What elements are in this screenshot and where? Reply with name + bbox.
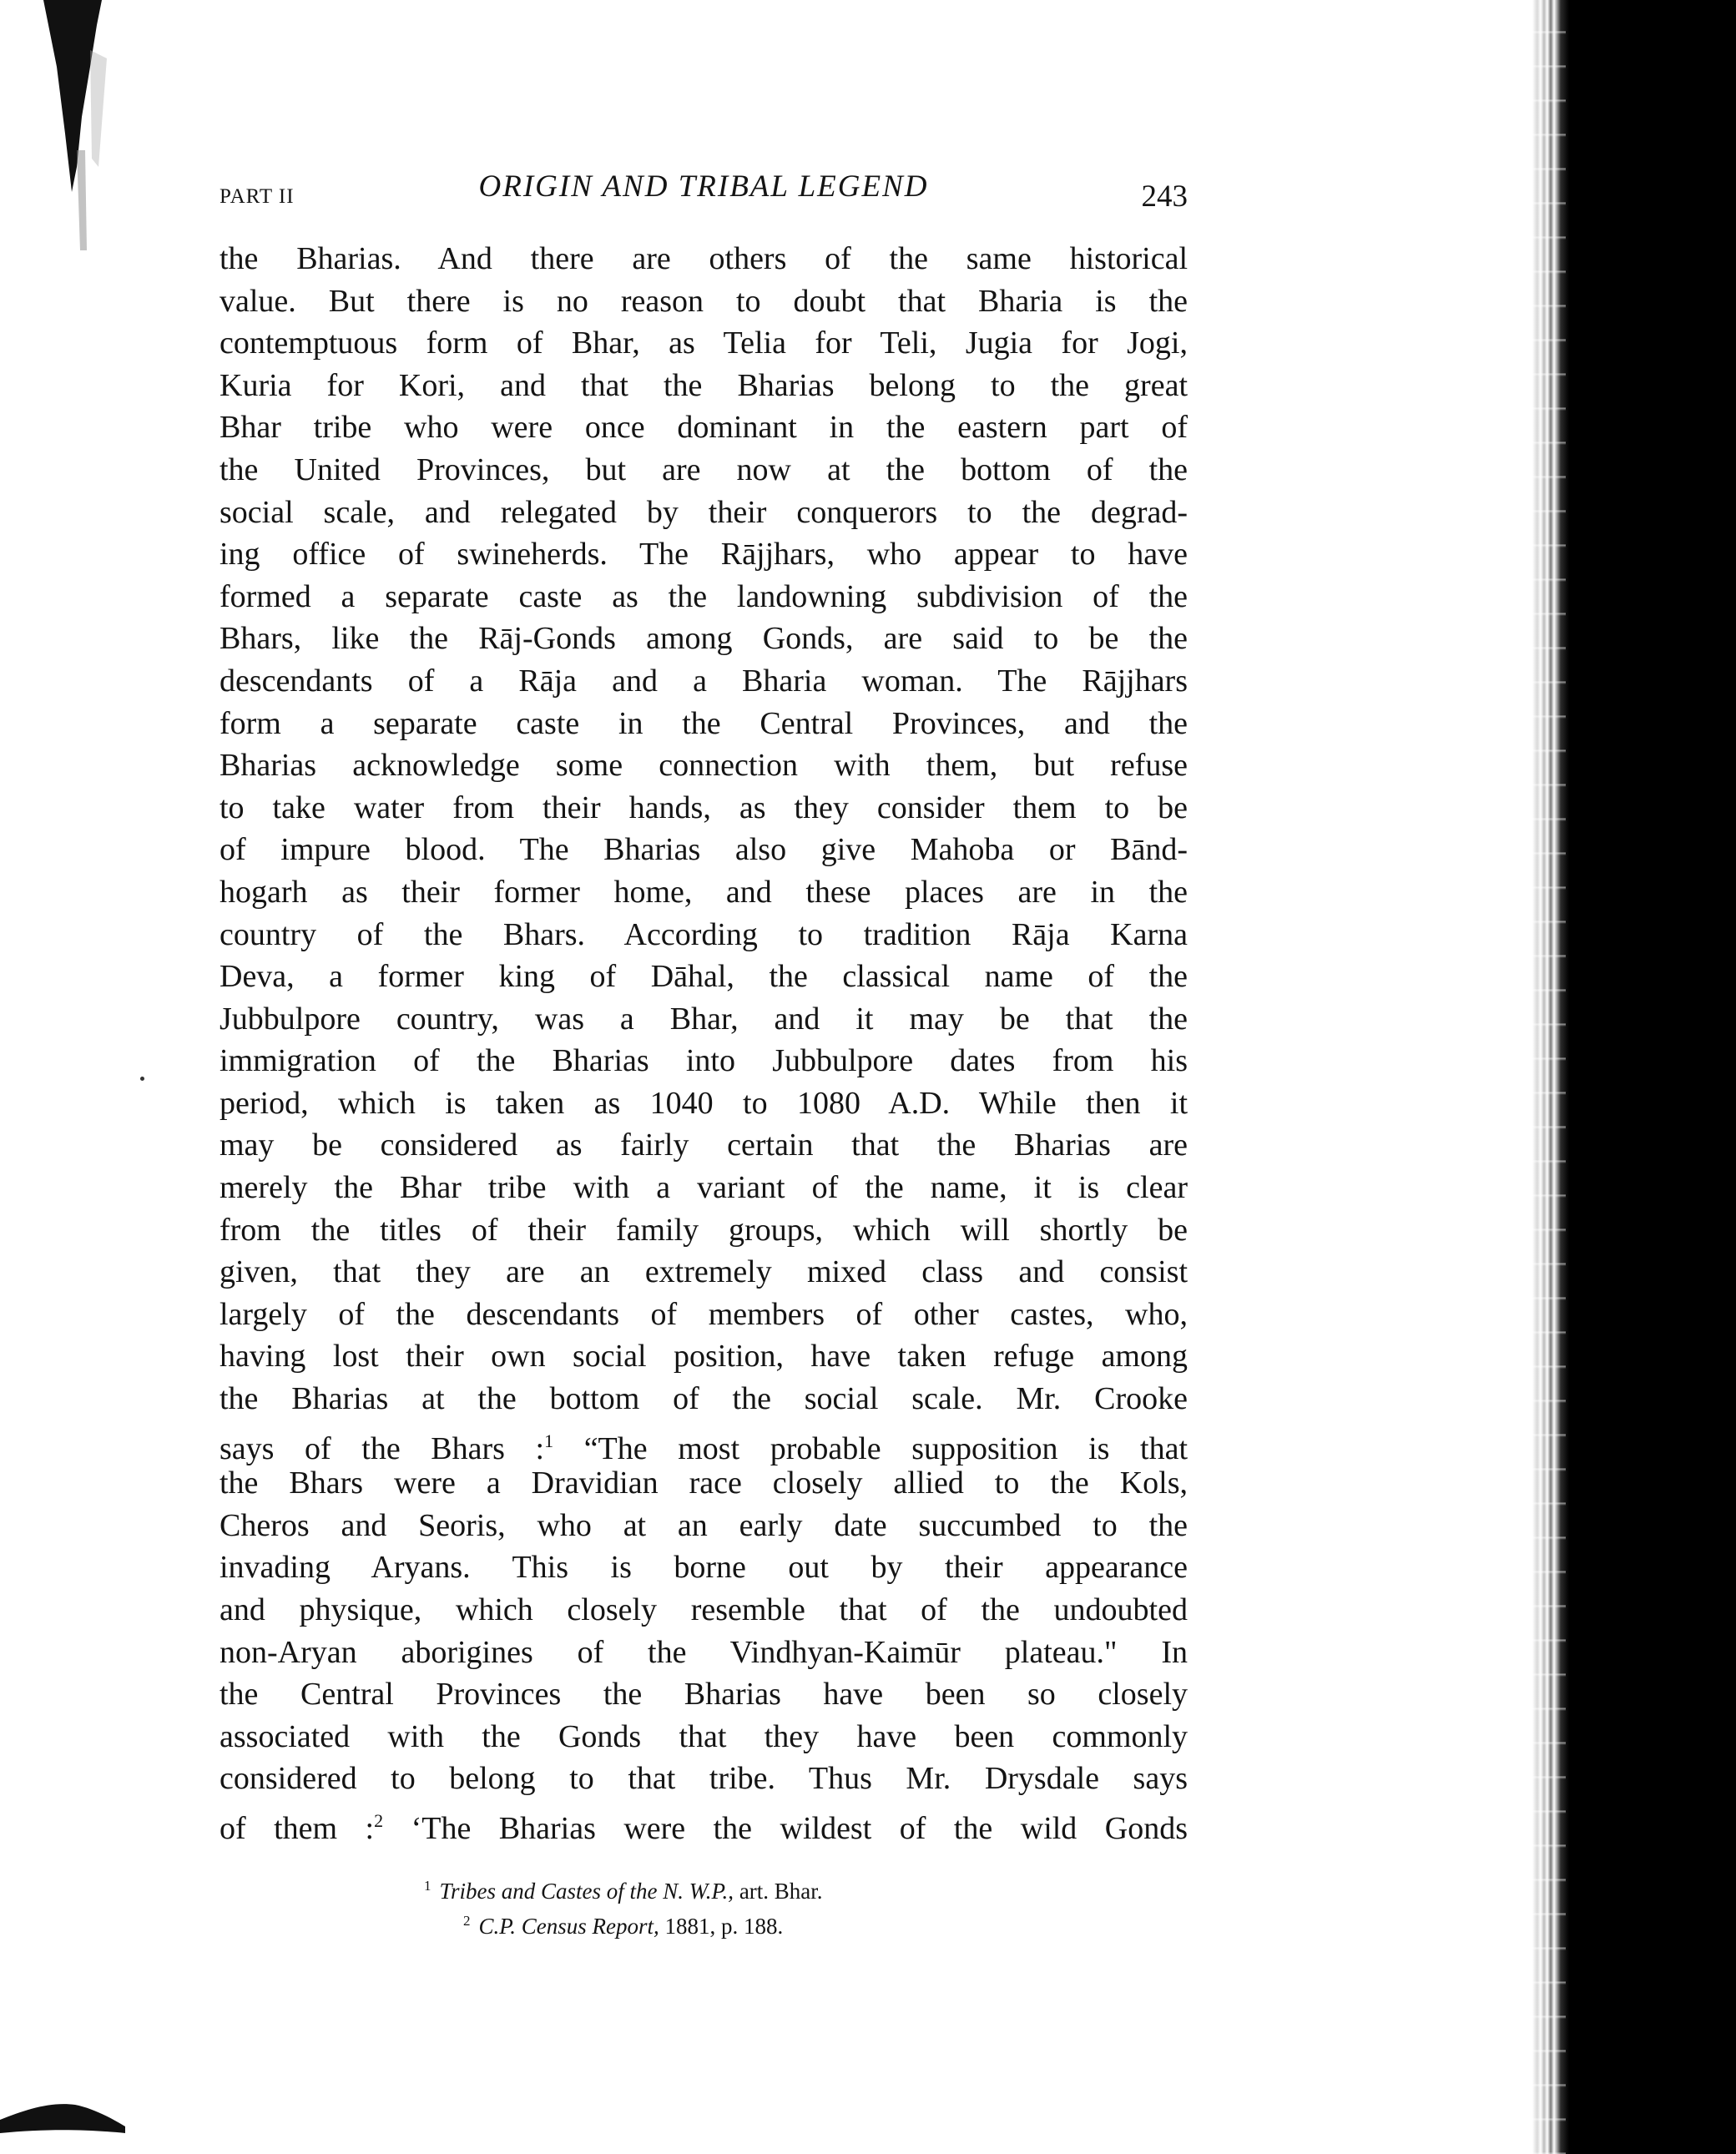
footnote-source: Tribes and Castes of the N. W.P.,: [439, 1879, 734, 1904]
text-segment: “The most probable supposition is that: [583, 1430, 1188, 1466]
text-line: the United Provinces, but are now at the bottom of the: [220, 451, 1188, 487]
text-line: considered to belong to that tribe. Thus Mr. Drysdale says: [220, 1761, 1188, 1797]
text-line: and physique, which closely resemble that of the undoubted: [220, 1592, 1188, 1627]
page-number: 243: [1141, 179, 1188, 214]
scan-speck: [140, 1077, 144, 1081]
text-line: Cheros and Seoris, who at an early date succumbed to the: [220, 1507, 1188, 1543]
text-line: the Central Provinces the Bharias have been so closely: [220, 1677, 1188, 1713]
text-line: given, that they are an extremely mixed class and consist: [220, 1254, 1188, 1290]
text-line: may be considered as fairly certain that the Bharias are: [220, 1127, 1188, 1163]
text-line: associated with the Gonds that they have been commonly: [220, 1718, 1188, 1754]
text-line: the Bhars were a Dravidian race closely allied to the Kols,: [220, 1465, 1188, 1501]
text-line: social scale, and relegated by their conquerors to the degrad-: [220, 494, 1188, 530]
text-line: hogarh as their former home, and these places are in the: [220, 874, 1188, 910]
running-header: [220, 169, 1188, 219]
text-line: having lost their own social position, have taken refuge among: [220, 1339, 1188, 1375]
footnotes: [220, 1871, 1188, 1941]
text-line: Deva, a former king of Dāhal, the classical name of the: [220, 959, 1188, 995]
text-line: country of the Bhars. According to tradition Rāja Karna: [220, 916, 1188, 952]
text-line: the Bharias. And there are others of the same historical: [220, 241, 1188, 276]
text-line: contemptuous form of Bhar, as Telia for Teli, Jugia for Jogi,: [220, 325, 1188, 361]
text-line: formed a separate caste as the landowning subdivision of the: [220, 578, 1188, 614]
text-line: invading Aryans. This is borne out by their appearance: [220, 1550, 1188, 1586]
text-line: Bhars, like the Rāj-Gonds among Gonds, are said to be the: [220, 621, 1188, 657]
text-line: of impure blood. The Bharias also give Mahoba or Bānd-: [220, 832, 1188, 868]
text-line: ing office of swineherds. The Rājjhars, who appear to have: [220, 537, 1188, 573]
text-segment: of them :: [220, 1810, 375, 1846]
text-line: non-Aryan aborigines of the Vindhyan-Kaimūr plateau." In: [220, 1634, 1188, 1670]
footnote-number: 2: [463, 1913, 471, 1929]
text-line: immigration of the Bharias into Jubbulpore dates from his: [220, 1043, 1188, 1079]
text-line: period, which is taken as 1040 to 1080 A.D. While then it: [220, 1085, 1188, 1121]
text-line: descendants of a Rāja and a Bharia woman. The Rājjhars: [220, 663, 1188, 699]
text-line: [220, 1800, 1188, 1846]
text-line: from the titles of their family groups, which will shortly be: [220, 1212, 1188, 1248]
text-line: [220, 1420, 1188, 1466]
text-line: Bhar tribe who were once dominant in the eastern part of: [220, 410, 1188, 446]
scan-corner-mark-top: [43, 0, 144, 275]
text-line: value. But there is no reason to doubt that Bharia is the: [220, 283, 1188, 319]
footnote-detail: 1881, p. 188.: [664, 1914, 784, 1939]
text-line: Kuria for Kori, and that the Bharias belong to the great: [220, 367, 1188, 403]
footnote-source: C.P. Census Report,: [478, 1914, 659, 1939]
footnote-number: 1: [424, 1878, 431, 1894]
text-line: Bharias acknowledge some connection with them, but refuse: [220, 748, 1188, 784]
scan-edge-shadow: [1532, 0, 1736, 2154]
body-text: [220, 238, 1188, 1846]
scan-corner-mark-bottom: [0, 2086, 167, 2136]
chapter-title: ORIGIN AND TRIBAL LEGEND: [478, 169, 929, 204]
text-line: largely of the descendants of members of other castes, who,: [220, 1296, 1188, 1332]
text-line: to take water from their hands, as they consider them to be: [220, 789, 1188, 825]
text-line: Jubbulpore country, was a Bhar, and it may be that the: [220, 1001, 1188, 1037]
text-line: merely the Bhar tribe with a variant of the name, it is clear: [220, 1170, 1188, 1206]
footnote-ref-2[interactable]: 2: [374, 1809, 384, 1831]
part-label: PART II: [220, 185, 295, 208]
footnote-2: [220, 1906, 1188, 1941]
text-segment: says of the Bhars :: [220, 1430, 545, 1466]
text-line: form a separate caste in the Central Provinces, and the: [220, 705, 1188, 741]
footnote-detail: art. Bhar.: [739, 1879, 823, 1904]
text-segment: ‘The Bharias were the wildest of the wild Gonds: [411, 1810, 1188, 1846]
footnote-ref-1[interactable]: 1: [544, 1430, 554, 1451]
footnote-1: [220, 1871, 1188, 1906]
text-line: the Bharias at the bottom of the social scale. Mr. Crooke: [220, 1381, 1188, 1417]
